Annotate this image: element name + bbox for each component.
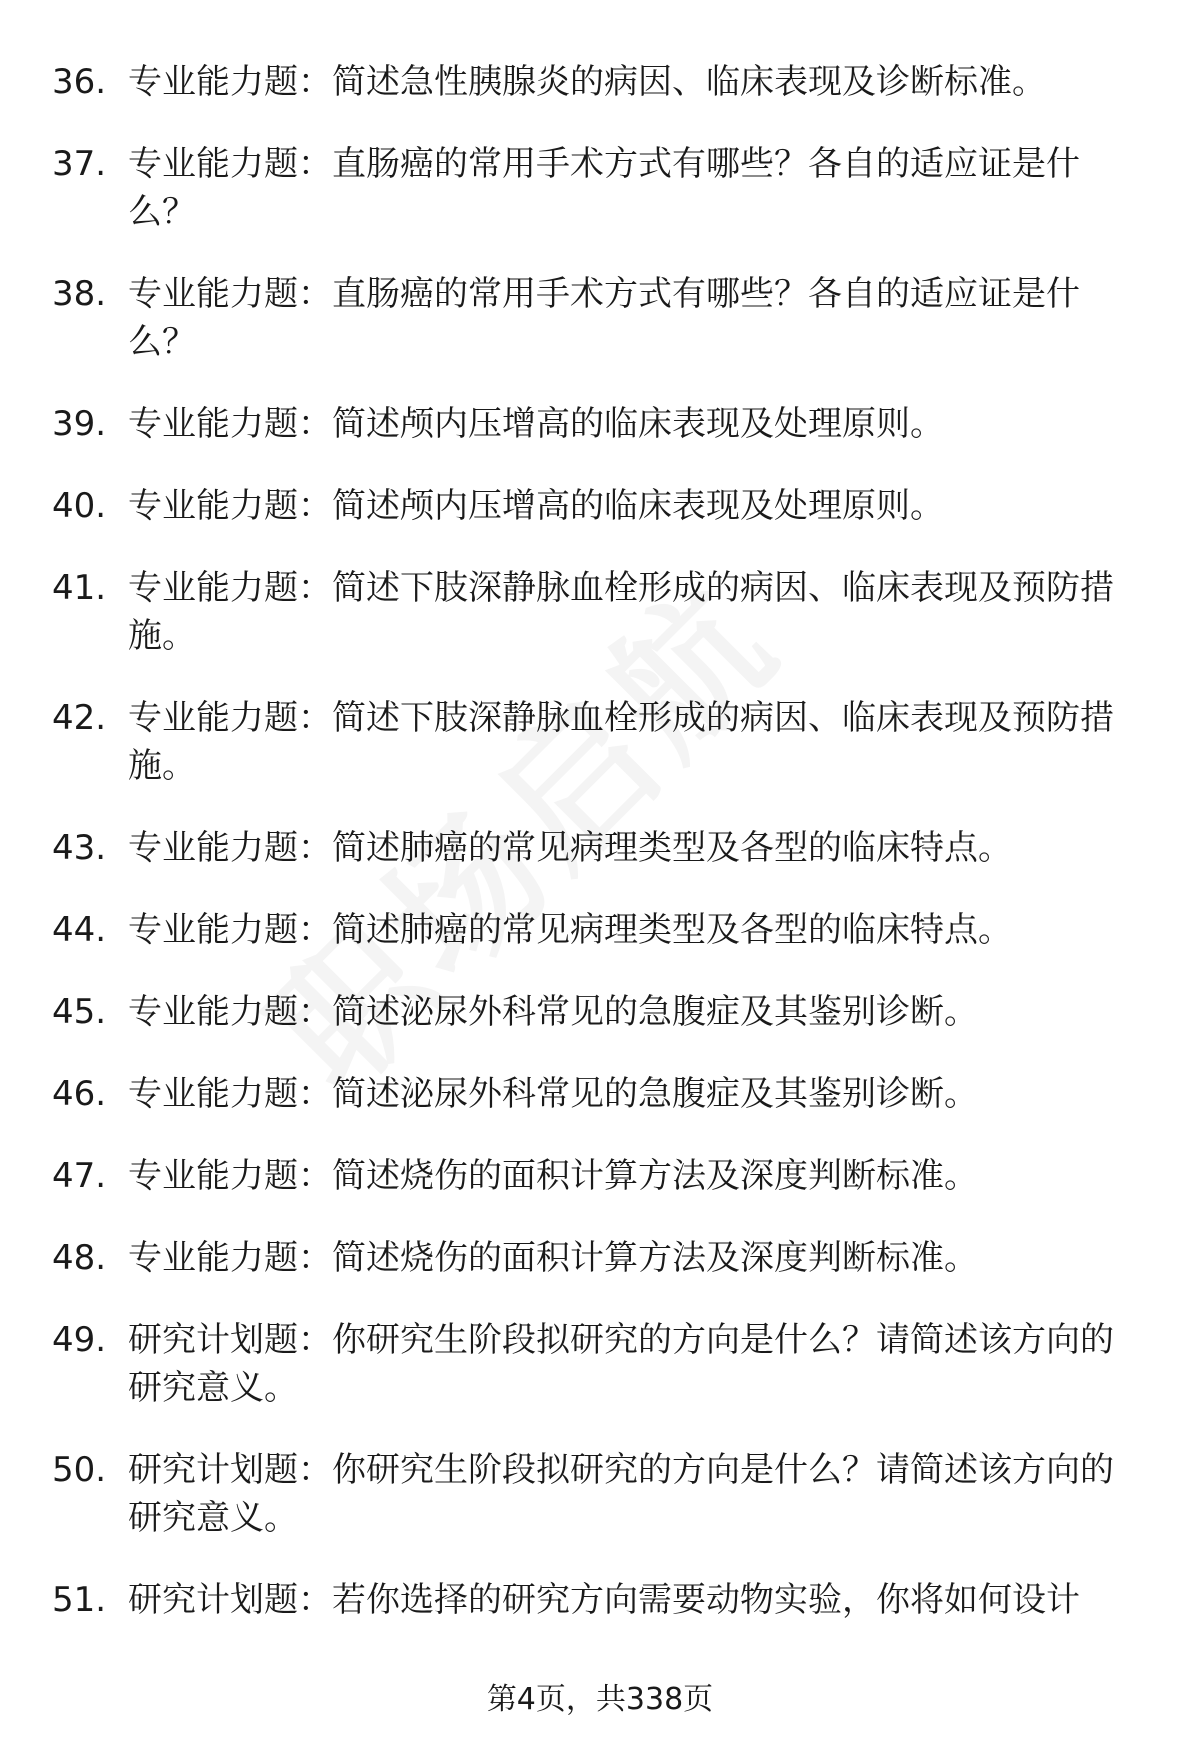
question-number: 50. xyxy=(52,1450,107,1490)
question-number: 40. xyxy=(52,486,107,526)
list-item xyxy=(0,1070,1200,1118)
list-item xyxy=(0,1316,1200,1412)
page-footer: 第4页，共338页 xyxy=(486,1682,714,1717)
question-text: 专业能力题：简述下肢深静脉血栓形成的病因、临床表现及预防措施。 xyxy=(128,698,1114,786)
question-text: 研究计划题：你研究生阶段拟研究的方向是什么？请简述该方向的研究意义。 xyxy=(128,1320,1114,1408)
question-number: 39. xyxy=(52,404,107,444)
question-text: 专业能力题：简述肺癌的常见病理类型及各型的临床特点。 xyxy=(128,828,1012,868)
list-item xyxy=(0,400,1200,448)
question-number: 41. xyxy=(52,568,107,608)
question-number: 45. xyxy=(52,992,107,1032)
list-item xyxy=(0,1152,1200,1200)
question-number: 46. xyxy=(52,1074,107,1114)
question-text: 专业能力题：简述泌尿外科常见的急腹症及其鉴别诊断。 xyxy=(128,1074,978,1114)
question-text: 专业能力题：简述肺癌的常见病理类型及各型的临床特点。 xyxy=(128,910,1012,950)
question-text: 专业能力题：直肠癌的常用手术方式有哪些？各自的适应证是什么？ xyxy=(128,274,1080,362)
list-item xyxy=(0,482,1200,530)
question-number: 37. xyxy=(52,144,107,184)
question-text: 专业能力题：简述急性胰腺炎的病因、临床表现及诊断标准。 xyxy=(128,62,1046,102)
question-text: 专业能力题：简述烧伤的面积计算方法及深度判断标准。 xyxy=(128,1156,978,1196)
question-text: 专业能力题：简述颅内压增高的临床表现及处理原则。 xyxy=(128,404,944,444)
question-number: 42. xyxy=(52,698,107,738)
list-item xyxy=(0,988,1200,1036)
question-number: 44. xyxy=(52,910,107,950)
question-number: 43. xyxy=(52,828,107,868)
question-list xyxy=(0,58,1200,1658)
question-number: 36. xyxy=(52,62,107,102)
question-text: 研究计划题：若你选择的研究方向需要动物实验，你将如何设计 xyxy=(128,1580,1080,1620)
list-item xyxy=(0,906,1200,954)
question-number: 51. xyxy=(52,1580,107,1620)
list-item xyxy=(0,58,1200,106)
question-number: 38. xyxy=(52,274,107,314)
question-number: 47. xyxy=(52,1156,107,1196)
list-item xyxy=(0,1234,1200,1282)
question-text: 专业能力题：简述颅内压增高的临床表现及处理原则。 xyxy=(128,486,944,526)
question-text: 专业能力题：直肠癌的常用手术方式有哪些？各自的适应证是什么？ xyxy=(128,144,1080,232)
question-text: 研究计划题：你研究生阶段拟研究的方向是什么？请简述该方向的研究意义。 xyxy=(128,1450,1114,1538)
question-number: 48. xyxy=(52,1238,107,1278)
question-text: 专业能力题：简述泌尿外科常见的急腹症及其鉴别诊断。 xyxy=(128,992,978,1032)
question-text: 专业能力题：简述下肢深静脉血栓形成的病因、临床表现及预防措施。 xyxy=(128,568,1114,656)
list-item xyxy=(0,694,1200,790)
list-item xyxy=(0,824,1200,872)
list-item xyxy=(0,140,1200,236)
list-item xyxy=(0,1446,1200,1542)
question-number: 49. xyxy=(52,1320,107,1360)
list-item xyxy=(0,270,1200,366)
list-item xyxy=(0,564,1200,660)
list-item xyxy=(0,1576,1200,1624)
question-text: 专业能力题：简述烧伤的面积计算方法及深度判断标准。 xyxy=(128,1238,978,1278)
